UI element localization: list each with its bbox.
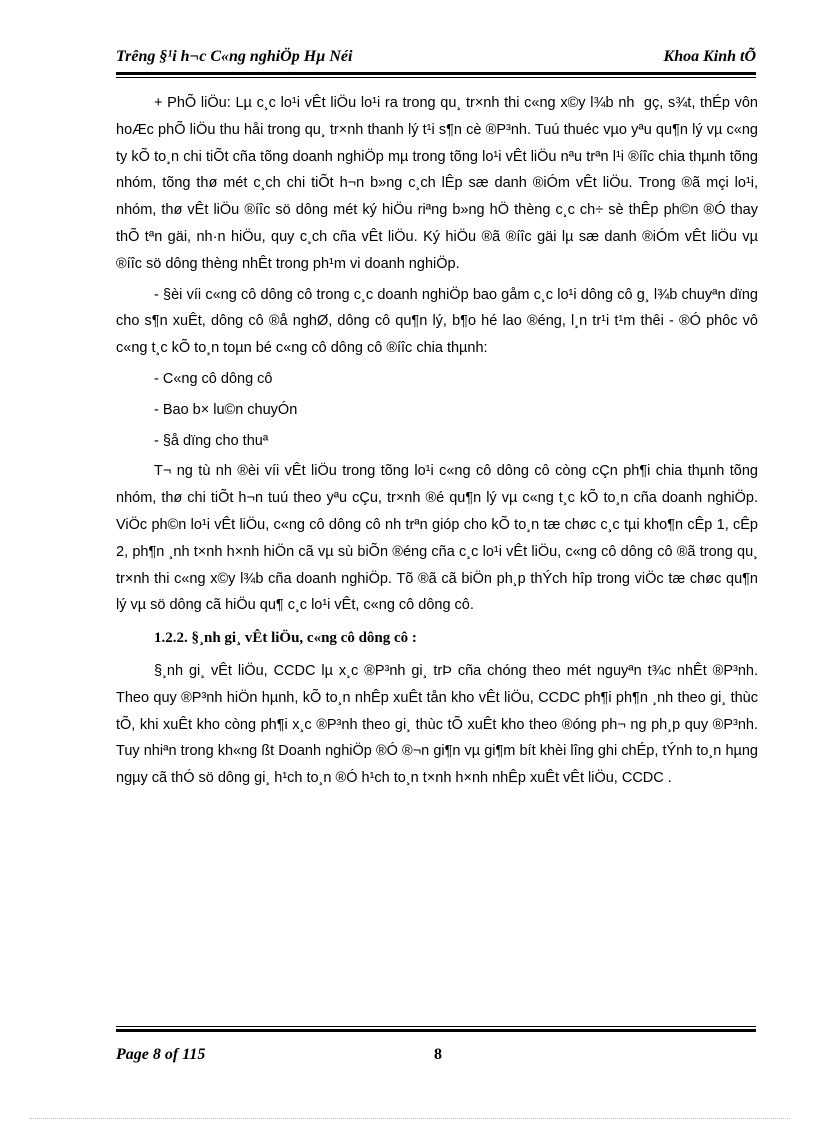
footer-rule-thick (116, 1029, 756, 1032)
header-rule-thin (116, 77, 756, 78)
page-bottom-divider (30, 1118, 790, 1119)
footer-page-label: Page 8 of 115 (116, 1046, 206, 1063)
header-school-name: Trêng §¹i h¬c C«ng nghiÖp Hµ Néi (116, 48, 353, 65)
footer-rule-thin (116, 1026, 756, 1027)
body-paragraph: T¬ ng tù nh ®èi víi vÊt liÖu trong tõng lo¹i c«ng cô dông cô còng cÇn ph¶i chia thµnh tõng nhóm, thø chi tiÕt h¬n tuú theo yªu cÇu, tr×nh ®é qu¶n lý vµ c«ng t¸c kÕ to¸n cña doanh nghiÖp. ViÖc ph©n lo¹i vÊt liÖu, c«ng cô dông cô nh trªn gióp cho kÕ to¸n tæ chøc c¸c tµi kho¶n cÊp 1, cÊp 2, ph¶n ¸nh t×nh h×nh hiÖn cã vµ sù biÕn ®éng cña c¸c lo¹i vÊt liÖu, c«ng cô dông cô ®ã trong qu¸ tr×nh thi c«ng x©y l¾b cña doanh nghiÖp. Tõ ®ã cã biÖn ph¸p thÝch hîp trong viÖc tæ chøc qu¶n lý vµ sö dông cã hiÖu qu¶ c¸c lo¹i vÊt, c«ng cô dông cô. (116, 463, 758, 614)
body-paragraph: §¸nh gi¸ vÊt liÖu, CCDC lµ x¸c ®P³nh gi¸ trÞ cña chóng theo mét nguyªn t¾c nhÊt ®P³nh. Theo quy ®P³nh hiÖn hµnh, kÕ to¸n nhÊp xuÊt tån kho vÊt liÖu, CCDC ph¶i ph¶n ¸nh theo gi¸ thùc tÕ, khi xuÊt kho còng ph¶i x¸c ®P³nh theo gi¸ thùc tÕ xuÊt kho theo ®óng ph¬ ng ph¸p quy ®P³nh. Tuy nhiªn trong kh«ng ßt Doanh nghiÖp ®Ó ®¬n gi¶n vµ gi¶m bít khèi lîng ghi chÉp, tÝnh to¸n hµng ngµy cã thÓ sö dông gi¸ h¹ch to¸n ®Ó h¹ch to¸n t×nh h×nh nhÊp xuÊt vÊt liÖu, CCDC . (116, 662, 758, 787)
body-paragraph: - §èi víi c«ng cô dông cô trong c¸c doanh nghiÖp bao gåm c¸c lo¹i dông cô g¸ l¾b chuyªn dïng cho s¶n xuÊt, dông cô ®å nghØ, dông cô qu¶n lý, b¶o hé lao ®éng, l¸n tr¹i t¹m thêi - ®Ó phôc vô c«ng t¸c kÕ to¸n toµn bé c«ng cô dông cô ®íîc chia thµnh: (116, 286, 758, 357)
header-faculty-name: Khoa Kinh tÕ (663, 48, 756, 65)
body-paragraph: + PhÕ liÖu: Lµ c¸c lo¹i vÊt liÖu lo¹i ra trong qu¸ tr×nh thi c«ng x©y l¾b nh gç, s¾t, thÉp vôn hoÆc phÕ liÖu thu håi trong qu¸ tr×nh thanh lý t¹i s¶n cè ®P³nh. Tuú thuéc vµo yªu qu¶n lý vµ c«ng ty kÕ to¸n chi tiÕt cña tõng doanh nghiÖp mµ trong tõng lo¹i vÊt liÖu nªu trªn l¹i ®íîc chia thµnh tõng nhóm, tõng thø mét c¸ch chi tiÕt h¬n b»ng c¸ch lÊp sæ danh ®iÓm vÊt liÖu. Trong ®ã mçi lo¹i, nhóm, thø vÊt liÖu ®íîc sö dông mét ký hiÖu riªng b»ng hÖ thèng c¸c ch÷ sè thÊp ph©n ®Ó thay thÕ tªn gäi, nh·n hiÖu, quy c¸ch cña vÊt liÖu. Ký hiÖu ®ã ®íîc gäi lµ sæ danh ®iÓm vÊt liÖu vµ ®íîc sö dông thèng nhÊt trong ph¹m vi doanh nghiÖp. (116, 95, 758, 272)
section-heading: 1.2.2. §¸nh gi¸ vÊt liÖu, c«ng cô dông cô : (154, 630, 417, 647)
list-item: - C«ng cô dông cô (154, 370, 273, 387)
footer-page-number: 8 (434, 1046, 442, 1063)
list-item: - §å dïng cho thuª (154, 432, 269, 449)
document-body (116, 90, 758, 796)
header-rule-thick (116, 72, 756, 75)
page-header (116, 44, 756, 70)
list-item: - Bao b× lu©n chuyÓn (154, 401, 298, 418)
